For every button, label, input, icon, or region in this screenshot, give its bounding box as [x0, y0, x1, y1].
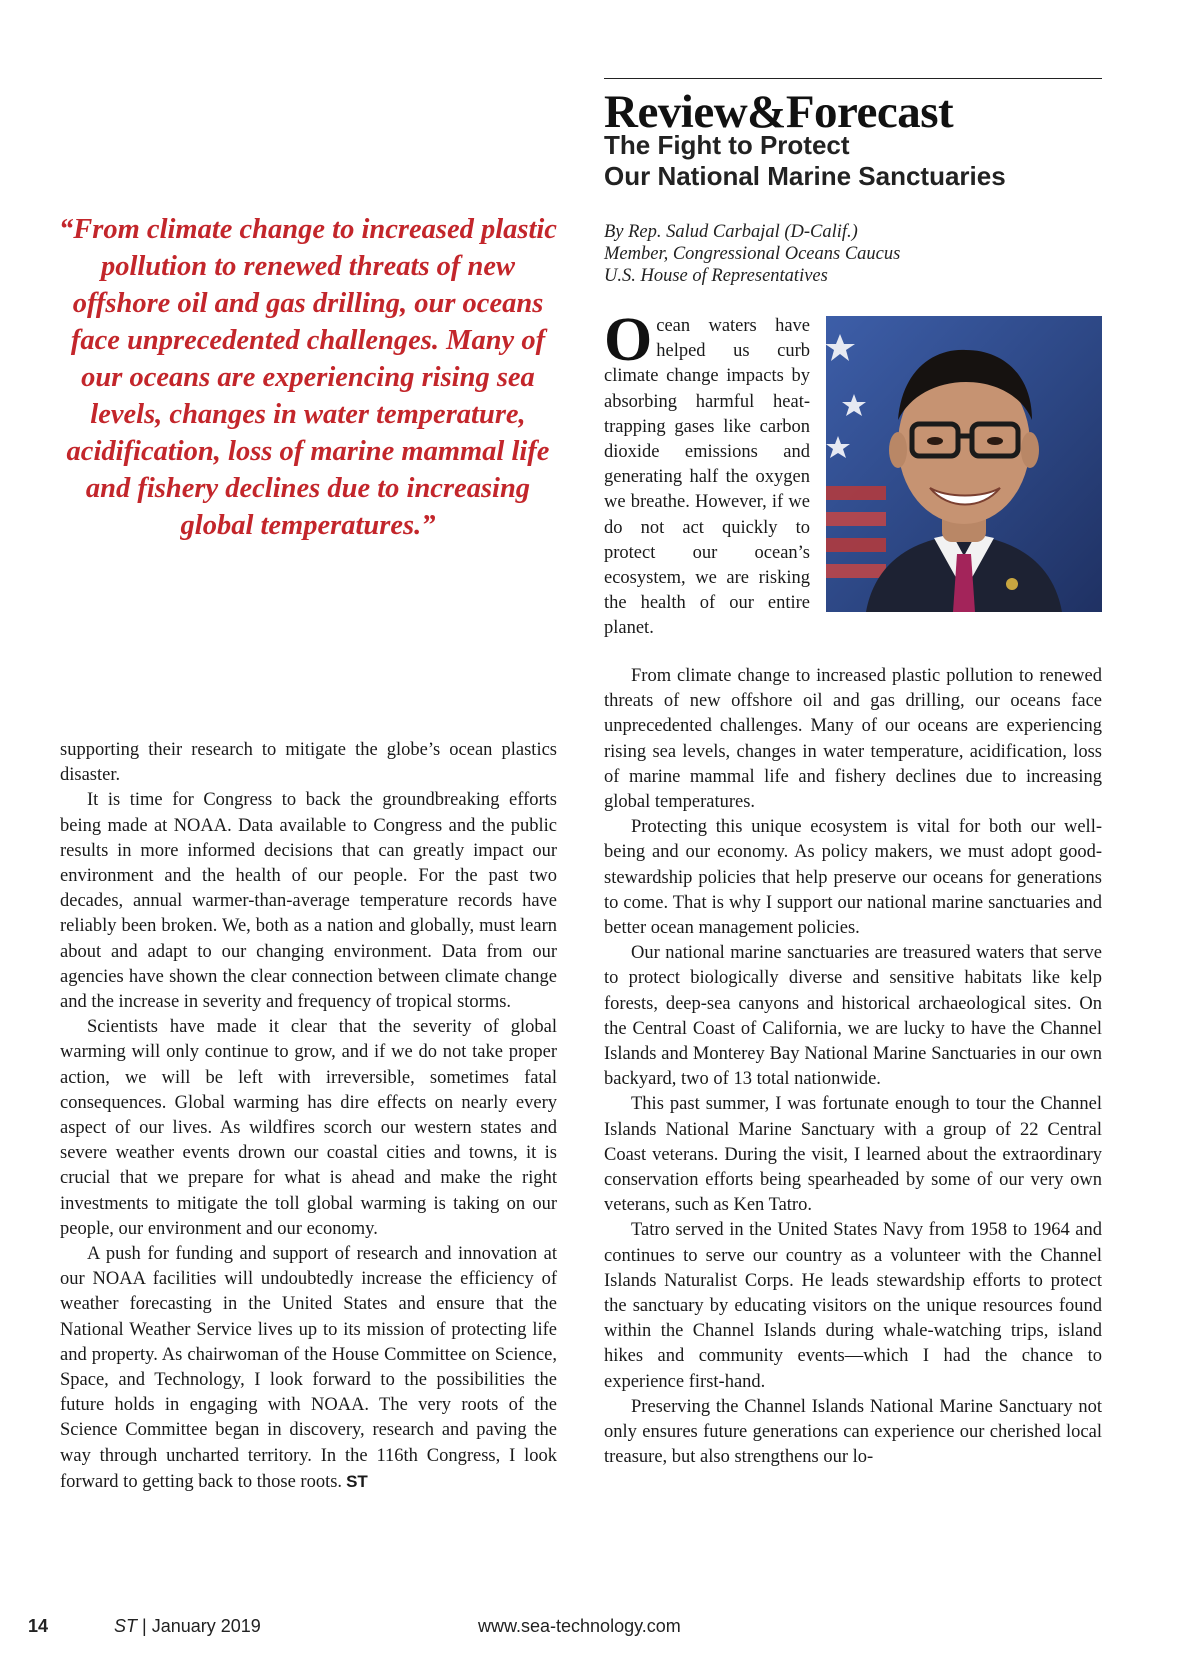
right-paragraph-6: Preserving the Channel Islands National Marine Sanctuary not only ensures future generations can experience our cherished local treasure, but also strengthens our lo-	[604, 1396, 1102, 1468]
left-paragraph-4	[60, 1242, 557, 1495]
article-title-line-1: The Fight to Protect	[604, 130, 850, 160]
author-portrait-illustration	[826, 316, 1102, 612]
left-paragraph-3: Scientists have made it clear that the severity of global warming will only continue to grow, and if we do not take proper action, we will be left with irreversible, sometimes fatal consequences. Global warming has dire effects on nearly every aspect of our lives. As wildfires scorch our western states and severe weather events drown our coastal cities and towns, it is crucial that we prepare for what is ahead and make the right investments to mitigate the toll global warming is taking on our people, our environment and our economy.	[60, 1017, 557, 1239]
right-paragraph-1: From climate change to increased plastic pollution to renewed threats of new offshore oil and gas drilling, our oceans face unprecedented challenges. Many of our oceans are experiencing rising sea levels, changes in water temperature, acidification, loss of marine mammal life and fishery declines due to increasing global temperatures.	[604, 666, 1102, 813]
right-paragraph-2: Protecting this unique ecosystem is vital for both our well-being and our economy. As policy makers, we must adopt good-stewardship policies that help preserve our oceans for generations to come. That is why I support our national marine sanctuaries and better ocean management policies.	[604, 817, 1102, 939]
intro-text: cean waters have helped us curb climate change impacts by absorbing harmful heat-trapping gases like carbon dioxide emissions and generating half the oxygen we breathe. However, if we do not act quickly to protect our ocean’s ecosystem, we are risking the health of our entire planet.	[604, 316, 810, 639]
left-paragraph-1: supporting their research to mitigate the globe’s ocean plastics disaster.	[60, 740, 557, 786]
author-portrait	[826, 316, 1102, 612]
drop-cap: O	[604, 306, 653, 374]
pull-quote: “From climate change to increased plastic pollution to renewed threats of new offshore oil and gas drilling, our oceans face unprecedented challenges. Many of our oceans are experiencing rising sea levels, changes in water temperature, acidification, loss of marine mammal life and fishery declines due to increasing global temperatures.”	[59, 214, 557, 541]
left-paragraph-2: It is time for Congress to back the groundbreaking efforts being made at NOAA. Data available to Congress and the public results in more informed decisions that can greatly impact our environment and the health of our people. For the past two decades, annual warmer-than-average temperature records have reliably been broken. We, both as a nation and globally, must learn about and adapt to our changing environment. Data from our agencies have shown the clear connection between climate change and the increase in severity and frequency of tropical storms.	[60, 790, 557, 1013]
magazine-name: ST	[114, 1616, 138, 1636]
right-paragraph-4: This past summer, I was fortunate enough to tour the Channel Islands National Marine Sanctuary with a group of 22 Central Coast veterans. During the visit, I learned about the extraordinary conservation efforts being spearheaded by some of our very own veterans, such as Ken Tatro.	[604, 1094, 1102, 1216]
byline-role: Member, Congressional Oceans Caucus	[604, 244, 901, 264]
byline-org: U.S. House of Representatives	[604, 266, 828, 286]
section-title: Review&Forecast	[604, 86, 954, 138]
page-number: 14	[28, 1616, 49, 1636]
end-mark: ST	[346, 1471, 368, 1491]
left-paragraph-4-text: A push for funding and support of research and innovation at our NOAA facilities will undoubtedly increase the efficiency of weather forecasting in the United States and ensure that the National Weather Service lives up to its mission of protecting life and property. As chairwoman of the House Committee on Science, Space, and Technology, I look forward to the possibilities the future holds in engaging with NOAA. The very roots of the Science Committee began in discovery, research and paving the way through uncharted territory. In the 116th Congress, I look forward to getting back to those roots.	[60, 1244, 557, 1492]
right-paragraph-5: Tatro served in the United States Navy from 1958 to 1964 and continues to serve our country as a volunteer with the Channel Islands Naturalist Corps. He leads stewardship efforts to protect the sanctuary by educating visitors on the unique resources found within the Channel Islands during whale-watching trips, island hikes and community events—which I had the chance to experience first-hand.	[604, 1220, 1102, 1392]
left-column	[60, 738, 557, 1495]
issue-date: | January 2019	[142, 1616, 261, 1636]
byline-author: By Rep. Salud Carbajal (D-Calif.)	[604, 222, 858, 242]
article-title-line-2: Our National Marine Sanctuaries	[604, 161, 1006, 191]
right-column	[604, 664, 1102, 1471]
byline	[604, 221, 900, 287]
right-paragraph-3: Our national marine sanctuaries are treasured waters that serve to protect biologically diverse and sensitive habitats like kelp forests, deep-sea canyons and historical archaeological sites. On the Central Coast of California, we are lucky to have the Channel Islands and Monterey Bay National Marine Sanctuaries in our own backyard, two of 13 total nationwide.	[604, 943, 1102, 1090]
article-title	[604, 130, 1006, 192]
header-rule	[604, 78, 1102, 79]
website-link[interactable]: www.sea-technology.com	[478, 1616, 681, 1636]
issue-info	[114, 1616, 261, 1637]
intro-paragraph	[604, 306, 810, 642]
